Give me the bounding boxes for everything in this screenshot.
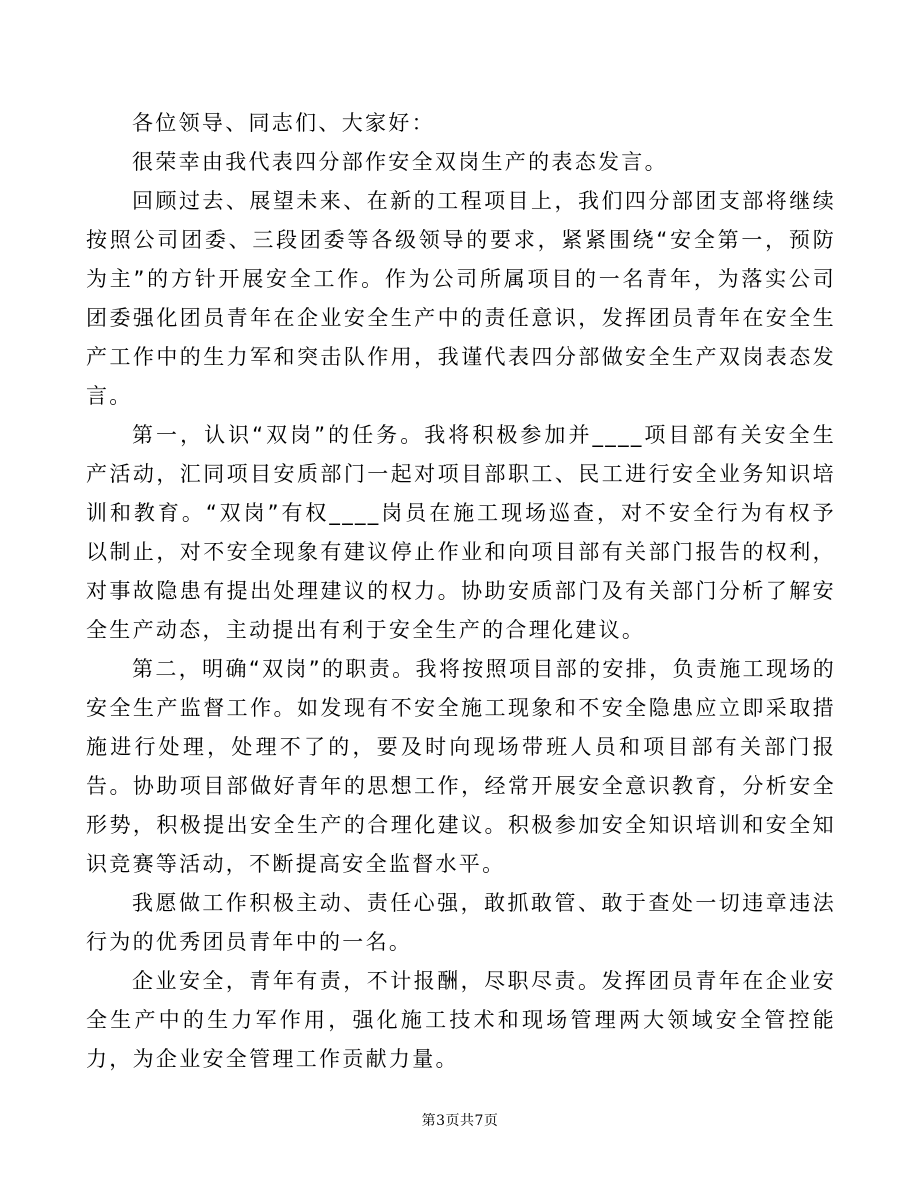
page-number-label: 第3页共7页 bbox=[421, 1113, 499, 1129]
closing-paragraph: 企业安全，青年有责，不计报酬，尽职尽责。发挥团员青年在企业安全生产中的生力军作用，强化施工技术和现场管理两大领域安全管控能力，为企业安全管理工作贡献力量。 bbox=[86, 969, 836, 1071]
page-footer bbox=[0, 1112, 920, 1130]
greeting-paragraph: 各位领导、同志们、大家好： bbox=[132, 111, 435, 135]
commitment-paragraph: 我愿做工作积极主动、责任心强，敢抓敢管、敢于查处一切违章违法行为的优秀团员青年中的一名。 bbox=[86, 891, 836, 954]
intro-paragraph: 很荣幸由我代表四分部作安全双岗生产的表态发言。 bbox=[132, 150, 668, 174]
second-duty-paragraph: 第二，明确“双岗”的职责。我将按照项目部的安排，负责施工现场的安全生产监督工作。如发现有不安全施工现象和不安全隐患应立即采取措施进行处理，处理不了的，要及时向现场带班人员和项目部有关部门报告。协助项目部做好青年的思想工作，经常开展安全意识教育，分析安全形势，积极提出安全生产的合理化建议。积极参加安全知识培训和安全知识竞赛等活动，不断提高安全监督水平。 bbox=[86, 657, 836, 876]
document-body bbox=[86, 104, 836, 1079]
first-duty-paragraph: 第一，认识“双岗”的任务。我将积极参加并____项目部有关安全生产活动，汇同项目安质部门一起对项目部职工、民工进行安全业务知识培训和教育。“双岗”有权____岗员在施工现场巡查，对不安全行为有权予以制止，对不安全现象有建议停止作业和向项目部有关部门报告的权利，对事故隐患有提出处理建议的权力。协助安质部门及有关部门分析了解安全生产动态，主动提出有利于安全生产的合理化建议。 bbox=[86, 423, 836, 642]
review-paragraph: 回顾过去、展望未来、在新的工程项目上，我们四分部团支部将继续按照公司团委、三段团委等各级领导的要求，紧紧围绕“安全第一，预防为主”的方针开展安全工作。作为公司所属项目的一名青年，为落实公司团委强化团员青年在企业安全生产中的责任意识，发挥团员青年在安全生产工作中的生力军和突击队作用，我谨代表四分部做安全生产双岗表态发言。 bbox=[86, 189, 836, 408]
